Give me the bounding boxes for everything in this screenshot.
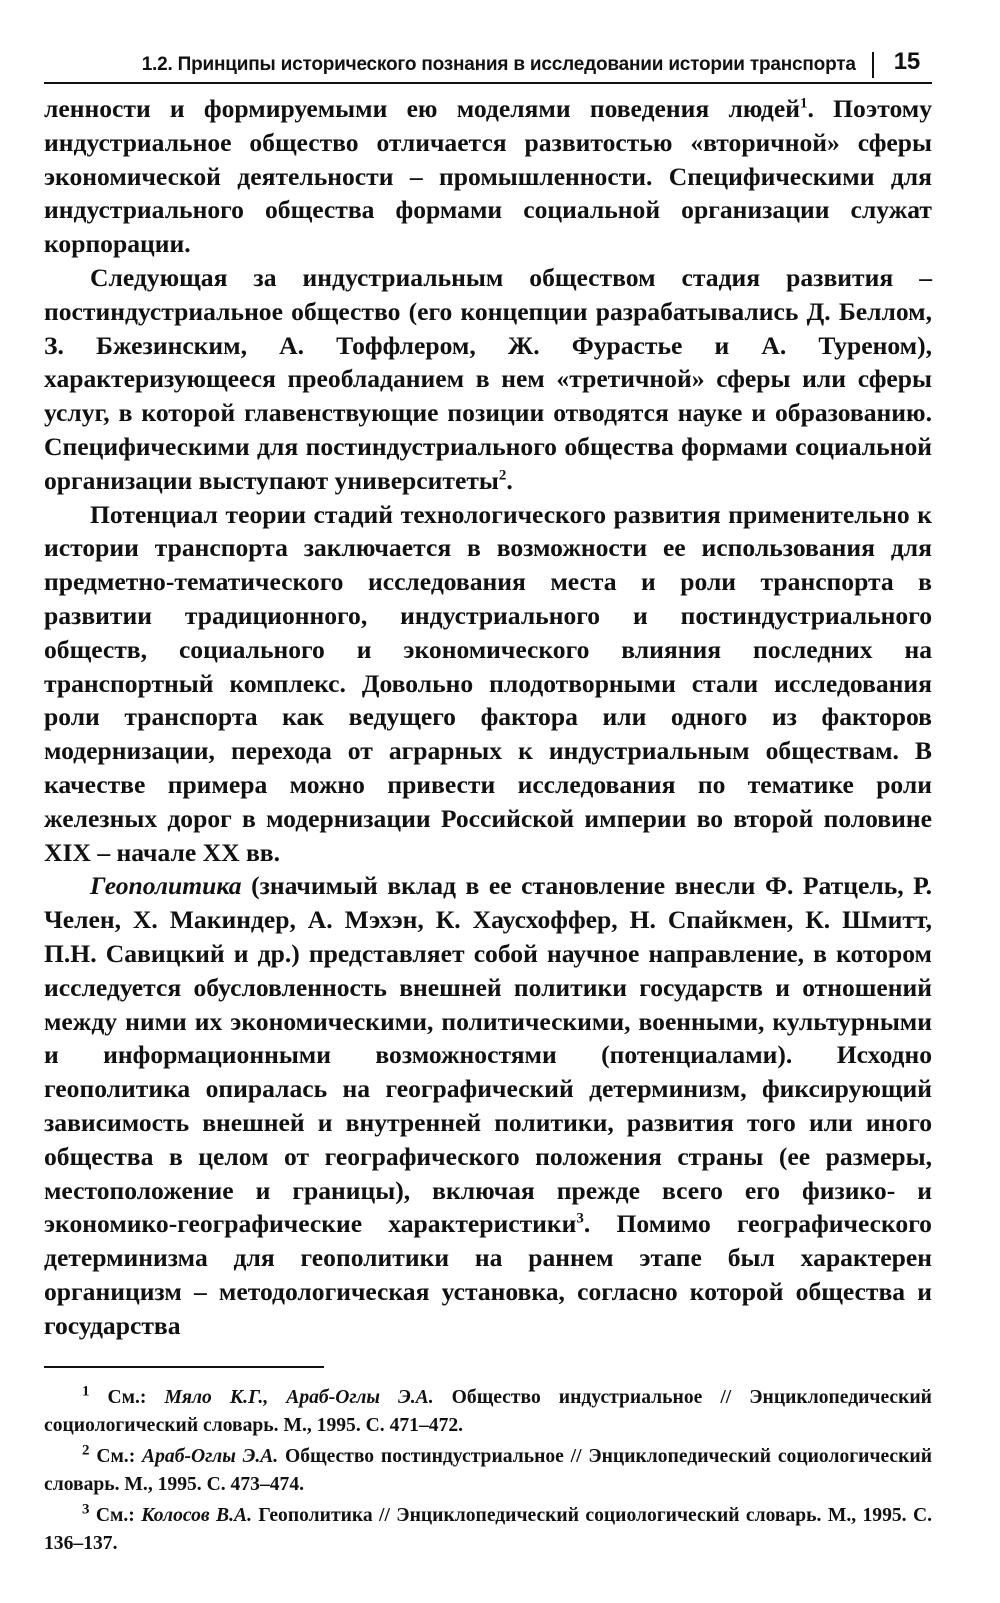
footnote-prefix: См.: bbox=[96, 1446, 143, 1468]
paragraph-4 bbox=[44, 869, 932, 1342]
footnote-prefix: См.: bbox=[95, 1505, 142, 1527]
paragraph-text: ленности и формируемыми ею моделями поведения людей bbox=[44, 94, 800, 123]
footnote-marker: 2 bbox=[82, 1442, 90, 1459]
paragraph-text: Следующая за индустриальным обществом стадия развития – постиндустриальное общество (его концепции разрабатывались Д. Беллом, З. Бжезинским, А. Тоффлером, Ж. Фурастье и А. Туреном), характеризующееся преобладанием в нем «третичной» сферы или сферы услуг, в которой главенствующие позиции отводятся науке и образованию. Специфическими для постиндустриального общества формами социальной организации выступают университеты bbox=[44, 262, 932, 495]
paragraph-3 bbox=[44, 498, 932, 870]
footnote-1 bbox=[44, 1384, 932, 1439]
paragraph-1 bbox=[44, 92, 932, 261]
footnote-prefix: См.: bbox=[107, 1387, 165, 1409]
paragraph-2 bbox=[44, 261, 932, 498]
footnote-ref-3: 3 bbox=[576, 1210, 584, 1227]
footnote-citation: Общество индустриальное // Энциклопедический социологический словарь. М., 1995. С. 471–472. bbox=[44, 1387, 932, 1436]
footnotes bbox=[44, 1384, 932, 1557]
main-text bbox=[44, 92, 932, 1342]
paragraph-text: . Помимо географического детерминизма для геополитики на раннем этапе был характерен органицизм – методологическая установка, согласно которой общества и государства bbox=[44, 1209, 932, 1340]
term-italic: Геополитика bbox=[90, 871, 242, 901]
footnote-3 bbox=[44, 1502, 932, 1557]
footnote-authors: Мяло К.Г., Араб-Оглы Э.А. bbox=[164, 1387, 434, 1409]
footnote-divider bbox=[44, 1366, 324, 1368]
footnote-marker: 1 bbox=[82, 1383, 90, 1400]
footnote-citation: Общество постиндустриальное // Энциклопедический социологический словарь. М., 1995. С. 473–474. bbox=[44, 1446, 932, 1495]
footnote-marker: 3 bbox=[82, 1501, 90, 1518]
running-title: 1.2. Принципы исторического познания в исследовании истории транспорта bbox=[141, 54, 856, 75]
paragraph-text: . bbox=[506, 465, 513, 495]
footnote-2 bbox=[44, 1443, 932, 1498]
header-separator bbox=[872, 52, 874, 78]
running-header bbox=[44, 40, 932, 84]
footnote-ref-2: 2 bbox=[498, 467, 507, 484]
footnote-ref-1: 1 bbox=[800, 95, 808, 112]
paragraph-text: (значимый вклад в ее становление внесли Ф. Ратцель, Р. Челен, Х. Макиндер, А. Мэхэн, К. Хаусхоффер, Н. Спайкмен, К. Шмитт, П.Н. Савицкий и др.) представляет собой научное направление, в котором исследуется обусловленность внешней политики государств и отношений между ними их экономическими, политическими, военными, культурными и информационными возможностями (потенциалами). Исходно геополитика опиралась на географический детерминизм, фиксирующий зависимость внешней и внутренней политики, развития того или иного общества в целом от географического положения страны (ее размеры, местоположение и границы), включая прежде всего его физико- и экономико-географические характеристики bbox=[44, 871, 932, 1239]
book-page bbox=[44, 40, 932, 1561]
footnote-citation: Геополитика // Энциклопедический социологический словарь. М., 1995. С. 136–137. bbox=[44, 1505, 933, 1554]
footnote-authors: Колосов В.А. bbox=[141, 1505, 252, 1527]
footnote-authors: Араб-Оглы Э.А. bbox=[142, 1446, 279, 1468]
paragraph-text: . Поэтому индустриальное общество отличается развитостью «вторичной» сферы экономической деятельности – промышленности. Специфическими для индустриального общества формами социальной организации служат корпорации. bbox=[44, 94, 932, 259]
page-number: 15 bbox=[893, 48, 920, 75]
paragraph-text: Потенциал теории стадий технологического развития применительно к истории транспорта заключается в возможности ее использования для предметно-тематического исследования места и роли транспорта в развитии традиционного, индустриального и постиндустриального обществ, социального и экономического влияния последних на транспортный комплекс. Довольно плодотворными стали исследования роли транспорта как ведущего фактора или одного из факторов модернизации, перехода от аграрных к индустриальным обществам. В качестве примера можно привести исследования по тематике роли железных дорог в модернизации Российской империи во второй половине XIX – начале XX вв. bbox=[44, 499, 932, 867]
